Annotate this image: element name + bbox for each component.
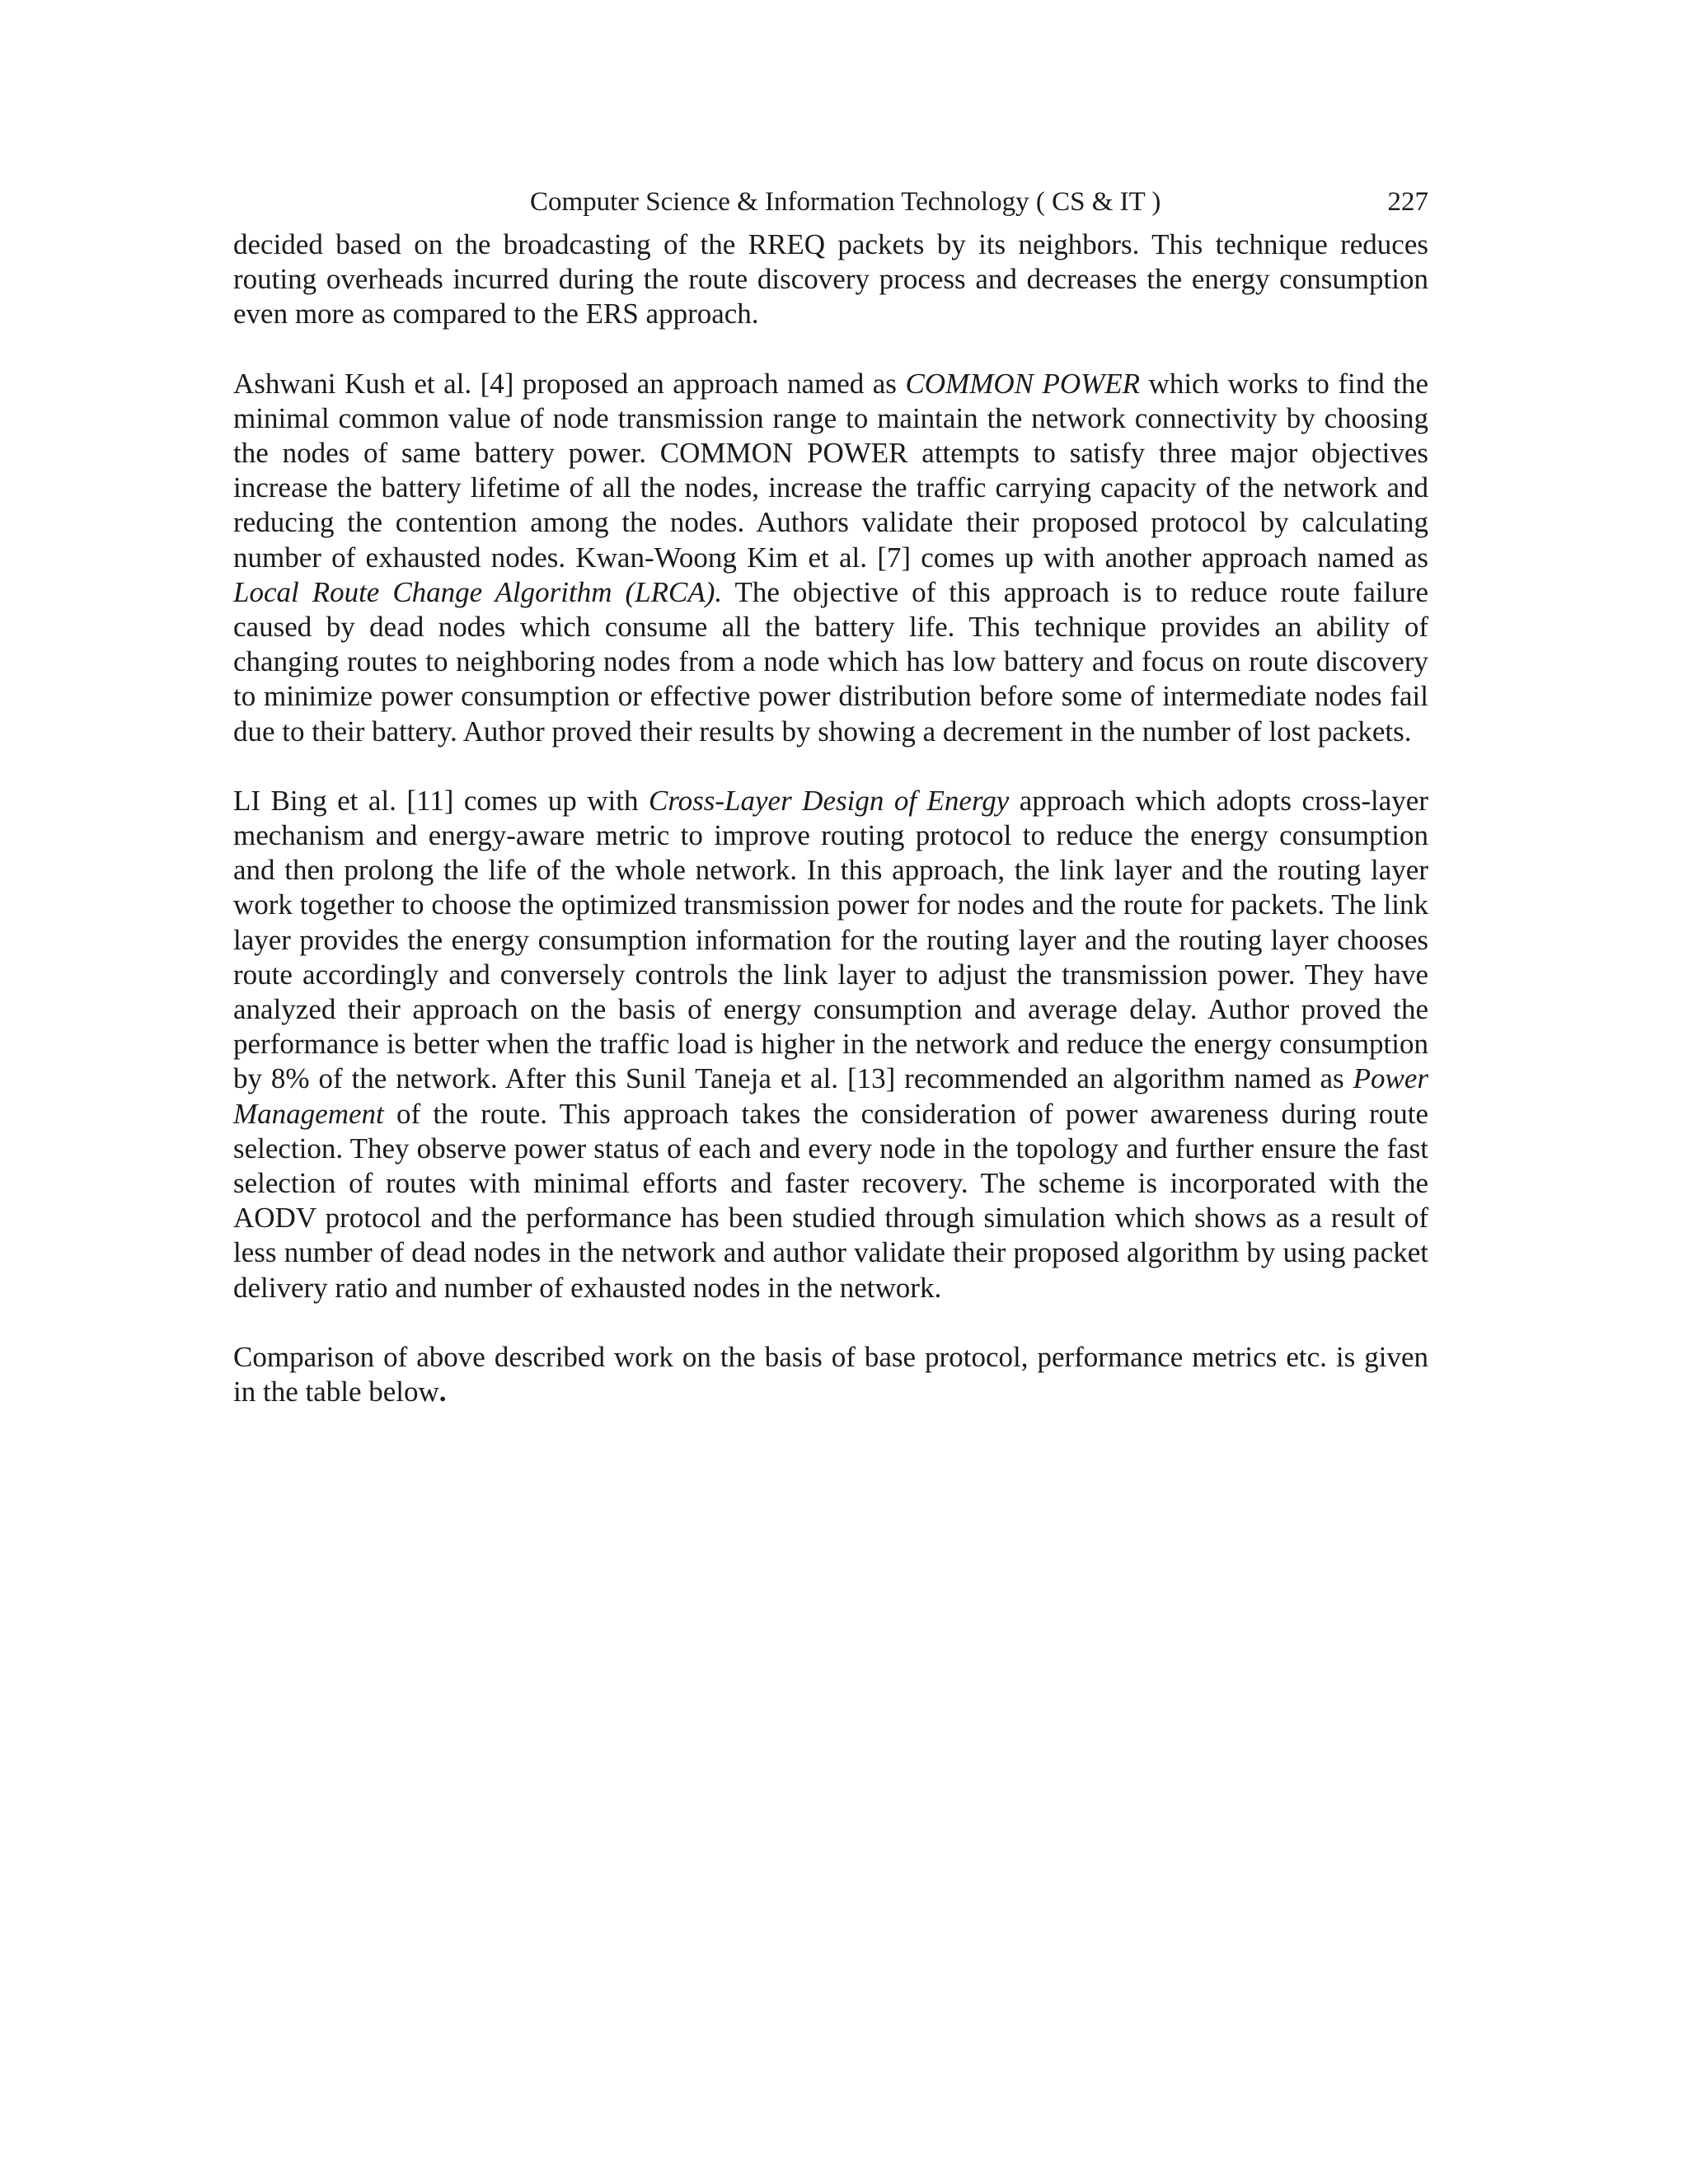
paragraph-3-text-b: approach which adopts cross-layer mechanism and energy-aware metric to improve routing protocol to reduce the energy consumption and then prolong the life of the whole network. In this approach, the link layer and the routing layer work together to choose the optimized transmission power for nodes and the route for packets. The link layer provides the energy consumption information for the routing layer and the routing layer chooses route accordingly and conversely controls the link layer to adjust the transmission power. They have analyzed their approach on the basis of energy consumption and average delay. Author proved the performance is better when the traffic load is higher in the network and reduce the energy consumption by 8% of the network. After this Sunil Taneja et al. [13] recommended an algorithm named as: [233, 784, 1428, 1095]
paragraph-3: [233, 784, 1428, 1305]
paragraph-2-text-b: which works to find the minimal common value of node transmission range to maintain the network connectivity by choosing the nodes of same battery power. COMMON POWER attempts to satisfy three major objectives increase the battery lifetime of all the nodes, increase the traffic carrying capacity of the network and reducing the contention among the nodes. Authors validate their proposed protocol by calculating number of exhausted nodes. Kwan-Woong Kim et al. [7] comes up with another approach named as: [233, 367, 1428, 574]
paragraph-2-emphasis-lrca: Local Route Change Algorithm (LRCA).: [233, 575, 723, 608]
running-header: [233, 183, 1428, 221]
paragraph-1: [233, 227, 1428, 332]
paragraph-3-text-a: LI Bing et al. [11] comes up with: [233, 784, 649, 817]
paragraph-3-emphasis-cross-layer: Cross-Layer Design of Energy: [648, 784, 1010, 817]
paragraph-3-text-c: of the route. This approach takes the consideration of power awareness during route selection. They observe power status of each and every node in the topology and further ensure the fast selection of routes with minimal efforts and faster recovery. The scheme is incorporated with the AODV protocol and the performance has been studied through simulation which shows as a result of less number of dead nodes in the network and author validate their proposed algorithm by using packet delivery ratio and number of exhausted nodes in the network.: [233, 1097, 1428, 1304]
paragraph-4: [233, 1340, 1428, 1409]
paragraph-2-emphasis-common-power: COMMON POWER: [905, 367, 1141, 400]
page-number: 227: [1387, 187, 1428, 217]
paragraph-3-emphasis-power-management: Power Management: [233, 1062, 1428, 1130]
paragraph-1-text: decided based on the broadcasting of the RREQ packets by its neighbors. This technique reduces routing overheads incurred during the route discovery process and decreases the energy consumption even more as compared to the ERS approach.: [233, 228, 1428, 330]
paragraph-4-text: Comparison of above described work on the basis of base protocol, performance metrics etc. is given in the table below: [233, 1340, 1428, 1408]
running-title: Computer Science & Information Technology ( CS & IT ): [530, 187, 1161, 217]
paragraph-4-period: .: [438, 1376, 447, 1408]
paragraph-2-text-c: The objective of this approach is to reduce route failure caused by dead nodes which consume all the battery life. This technique provides an ability of changing routes to neighboring nodes from a node which has low battery and focus on route discovery to minimize power consumption or effective power distribution before some of intermediate nodes fail due to their battery. Author proved their results by showing a decrement in the number of lost packets.: [233, 575, 1428, 748]
body-text: [233, 227, 1428, 1409]
paragraph-2-text-a: Ashwani Kush et al. [4] proposed an approach named as: [233, 367, 906, 400]
paragraph-2: [233, 367, 1428, 749]
paper-page: [233, 183, 1428, 1444]
